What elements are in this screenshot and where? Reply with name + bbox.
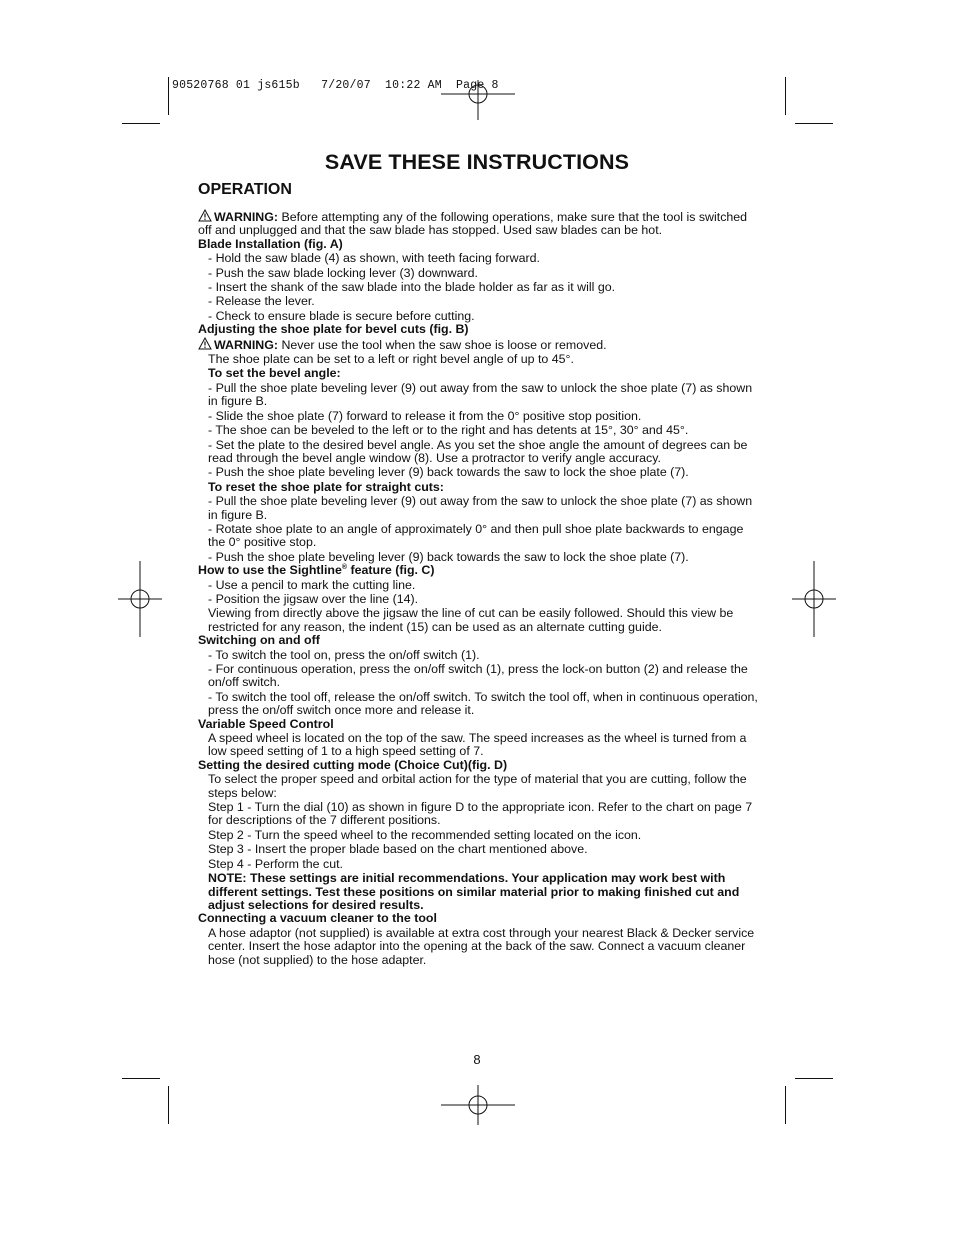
list-item: - Hold the saw blade (4) as shown, with teeth facing forward. bbox=[208, 251, 540, 266]
warning-triangle-icon bbox=[198, 209, 212, 222]
list-item: - Slide the shoe plate (7) forward to release it from the 0° positive stop position. bbox=[208, 408, 642, 423]
list-item: - Rotate shoe plate to an angle of approximately 0° and then pull shoe plate backwards to engage the 0° positive stop. bbox=[208, 521, 744, 550]
crop-mark-bottom-left-v bbox=[168, 1086, 169, 1124]
list-item: To select the proper speed and orbital action for the type of material that you are cutting, follow the steps below: bbox=[208, 772, 747, 800]
set-bevel-heading: To set the bevel angle: bbox=[208, 366, 341, 381]
list-item: - To switch the tool off, release the on/off switch. To switch the tool off, when in continuous operation, press the on/off switch once more and release it. bbox=[208, 689, 758, 718]
warning-label: WARNING: bbox=[214, 210, 279, 224]
list-item: - Insert the shank of the saw blade into the blade holder as far as it will go. bbox=[208, 280, 616, 295]
registered-mark: ® bbox=[341, 564, 348, 572]
switching-heading: Switching on and off bbox=[198, 633, 320, 648]
list-item: Step 4 - Perform the cut. bbox=[208, 856, 343, 871]
bevel-heading: Adjusting the shoe plate for bevel cuts (fig. B) bbox=[198, 322, 469, 337]
speed-heading: Variable Speed Control bbox=[198, 716, 334, 731]
list-item: Step 3 - Insert the proper blade based on the chart mentioned above. bbox=[208, 842, 588, 857]
bevel-intro: The shoe plate can be set to a left or right bevel angle of up to 45°. bbox=[208, 352, 574, 367]
warning-text: Before attempting any of the following operations, make sure that the tool is switched off and unplugged and that the saw blade has stopped. Used saw blades can be hot. bbox=[198, 210, 748, 238]
list-item: - Check to ensure blade is secure before cutting. bbox=[208, 308, 475, 323]
sightline-heading-suffix: feature (fig. C) bbox=[347, 563, 435, 578]
switching-steps bbox=[198, 649, 758, 718]
crop-mark-top-left-v bbox=[168, 77, 169, 115]
crop-mark-top-right-h bbox=[795, 123, 833, 124]
list-item: - Position the jigsaw over the line (14). bbox=[208, 591, 419, 606]
registration-mark-top-icon bbox=[441, 80, 515, 120]
crop-mark-top-right-v bbox=[785, 77, 786, 115]
list-item: - Push the shoe plate beveling lever (9) back towards the saw to lock the shoe plate (7). bbox=[208, 465, 689, 480]
blade-installation-steps bbox=[198, 252, 758, 323]
list-item: - Pull the shoe plate beveling lever (9) out away from the saw to unlock the shoe plate (7) as shown in figure B. bbox=[208, 494, 753, 522]
list-item: - To switch the tool on, press the on/off switch (1). bbox=[208, 647, 480, 662]
list-item: Viewing from directly above the jigsaw the line of cut can be easily followed. Should this view be restricted for any reason, the indent (15) can be used as an alternate cutting guide. bbox=[208, 606, 734, 634]
warning-triangle-icon bbox=[198, 337, 212, 350]
registration-mark-bottom-icon bbox=[441, 1085, 515, 1125]
sightline-heading-text: How to use the Sightline bbox=[198, 563, 342, 578]
bevel-steps bbox=[198, 353, 758, 564]
cutting-mode-note: NOTE: These settings are initial recommendations. Your application may work best with different settings. Test these positions on similar material prior to making finished cut and adjust selections for desired results. bbox=[208, 871, 740, 912]
bevel-warning bbox=[198, 337, 758, 352]
reset-shoe-heading: To reset the shoe plate for straight cuts: bbox=[208, 479, 444, 494]
page-title: SAVE THESE INSTRUCTIONS bbox=[324, 150, 630, 174]
list-item: - Push the shoe plate beveling lever (9) back towards the saw to lock the shoe plate (7). bbox=[208, 549, 689, 564]
blade-installation-heading: Blade Installation (fig. A) bbox=[198, 236, 343, 251]
crop-mark-top-left-h bbox=[122, 123, 160, 124]
list-item: - Set the plate to the desired bevel angle. As you set the shoe angle the amount of degrees can be read through the bevel angle window (8). Use a protractor to verify angle accuracy. bbox=[208, 437, 748, 465]
warning-paragraph bbox=[198, 209, 758, 238]
list-item: - Pull the shoe plate beveling lever (9) out away from the saw to unlock the shoe plate (7) as shown in figure B. bbox=[208, 380, 753, 409]
list-item: A speed wheel is located on the top of the saw. The speed increases as the wheel is turned from a low speed setting of 1 to a high speed setting of 7. bbox=[208, 731, 747, 759]
section-title: OPERATION bbox=[198, 181, 292, 198]
cutting-mode-steps bbox=[198, 773, 758, 912]
registration-mark-left-icon bbox=[118, 561, 162, 637]
list-item: - The shoe can be beveled to the left or to the right and has detents at 15°, 30° and 45°. bbox=[208, 423, 689, 438]
sightline-heading bbox=[198, 564, 758, 577]
list-item: A hose adaptor (not supplied) is available at extra cost through your nearest Black & Decker service center. Insert the hose adaptor into the opening at the back of the saw. Connect a vacuum cleaner hose (not supplied) to the hose adapter. bbox=[208, 925, 755, 967]
cutting-mode-heading: Setting the desired cutting mode (Choice Cut)(fig. D) bbox=[198, 757, 508, 772]
printer-slug: 90520768 01 js615b 7/20/07 10:22 AM Page 8 bbox=[172, 79, 499, 92]
list-item: Step 1 - Turn the dial (10) as shown in figure D to the appropriate icon. Refer to the chart on page 7 for descriptions of the 7 different positions. bbox=[208, 800, 753, 828]
warning-label: WARNING: bbox=[214, 337, 279, 352]
operation-content bbox=[198, 209, 758, 967]
crop-mark-bottom-left-h bbox=[122, 1078, 160, 1079]
registration-mark-right-icon bbox=[792, 561, 836, 637]
crop-mark-bottom-right-h bbox=[795, 1078, 833, 1079]
page-number: 8 bbox=[473, 1052, 481, 1067]
list-item: - Release the lever. bbox=[208, 294, 315, 309]
sightline-steps bbox=[198, 579, 758, 635]
crop-mark-bottom-right-v bbox=[785, 1086, 786, 1124]
list-item: - For continuous operation, press the on/off switch (1), press the lock-on button (2) and release the on/off switch. bbox=[208, 662, 748, 690]
list-item: Step 2 - Turn the speed wheel to the recommended setting located on the icon. bbox=[208, 827, 642, 842]
vacuum-text bbox=[198, 927, 758, 967]
warning-text: Never use the tool when the saw shoe is loose or removed. bbox=[278, 337, 607, 352]
vacuum-heading: Connecting a vacuum cleaner to the tool bbox=[198, 911, 437, 926]
speed-text bbox=[198, 732, 758, 759]
list-item: - Use a pencil to mark the cutting line. bbox=[208, 577, 416, 592]
list-item: - Push the saw blade locking lever (3) downward. bbox=[208, 265, 478, 280]
